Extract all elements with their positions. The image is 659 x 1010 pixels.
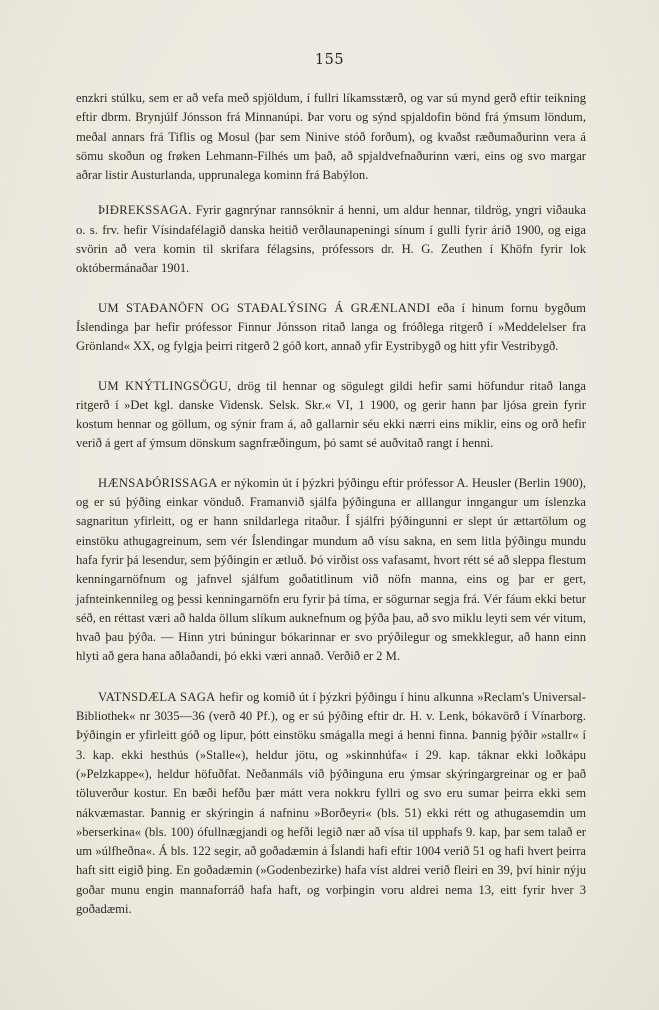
body-text bbox=[76, 89, 586, 919]
paragraph-vatnsdaela-text: hefir og komið út í þýzkri þýðingu í hinu alkunna »Reclam's Universal-Bibliothek« nr 3035—36 (verð 40 Pf.), og er sú þýðing eftir dr. H. v. Lenk, bókavörð í Vínarborg. Þýðingin er yfirleitt góð og lipur, þótt einstöku smágalla megi á henni finna. Þannig þýðir »stallr« í 3. kap. ekki hesthús (»Stalle«), heldur jötu, og »skinnhúfa« í 29. kap. táknar ekki loðkápu (»Pelzkappe«), heldur höfuðfat. Neðanmáls við þýðinguna eru ýmsar skýringargreinar og er það töluverður kostur. En bæði hefðu þær mátt vera nokkru fyllri og svo eru sumar þeirra ekki sem nákvæmastar. Þannig er skýringin á nafninu »Borðeyri« (bls. 51) ekki rétt og athugasemdin um »berserkina« (bls. 100) ófullnægjandi og hefði legið nær að vísa til upphafs 9. kap, þar sem talað er um »úlfheðna«. Á bls. 122 segir, að goðadæmin á Íslandi hafi eftir 1004 verið 51 og hafi hvert þeirra haft sitt eigið þing. En goðadæmin (»Godenbezirke) hafa víst aldrei verið fleiri en 39, því hinir nýju goðar munu engin mannaforráð hafa haft, og vorþingin voru aldrei nema 13, eitt fyrir hver 3 goðadæmi. bbox=[76, 689, 586, 916]
paragraph-knytlingsaga bbox=[76, 377, 586, 454]
paragraph-knytlingsaga-text: drög til hennar og sögulegt gildi hefir sami höfundur ritað langa ritgerð í »Det kgl. danske Vidensk. Selsk. Skr.« VI, 1 1900, og gerir hann þar ljósa grein fyrir kostum hennar og göllum, og sýnir fram á, að gallarnir séu ekki nærri eins miklir, eins og orð hefir verið á gert af ýmsum dönskum sagnfræðingum, þó samt sé auðvitað rangt í henni. bbox=[76, 378, 586, 451]
section-heading-thidrekssaga: ÞIÐREKSSAGA. bbox=[98, 203, 192, 218]
paragraph-greenland bbox=[76, 299, 586, 357]
paragraph-haensathorissaga-text: er nýkomin út í þýzkri þýðingu eftir prófessor A. Heusler (Berlin 1900), og er sú þýðing einkar vönduð. Framanvið sjálfa þýðinguna er alllangur inngangur um íslenzka sagnaritun yfirleitt, og er hann snildarlega ritaður. Í sjálfri þýðingunni er slept úr ættartölum og einstöku athugagreinum, sem vér Íslendingar mundum að vísu sakna, en sem litla þýðingu mundu hafa fyrir þá lesendur, sem þýðingin er ætluð. Þó virðist oss vafasamt, hvort rétt sé að sleppa flestum kenningarnöfnum og jafnvel sjálfum goðatitlinum við nöfn manna, eins og þar er gert, jafnteinkennileg og þessi kenningarnöfn eru fyrir þá tíma, er sögurnar segja frá. Vér fáum ekki betur séð, en réttast væri að halda öllum slíkum auknefnum og þýða þau, að svo miklu leyti sem vér vitum, hvað þau þýða. — Hinn ytri búningur bókarinnar er svo prýðilegur og smekklegur, að hann einn hlyti að gera hana aðlaðandi, þó ekki væri annað. Verðið er 2 M. bbox=[76, 475, 586, 664]
section-heading-haensathorissaga: HÆNSAÞÓRISSAGA bbox=[98, 475, 218, 490]
paragraph-haensathorissaga bbox=[76, 474, 586, 667]
paragraph-weaving: enzkri stúlku, sem er að vefa með spjöldum, í fullri líkamsstærð, og var sú mynd gerð eftir teikning eftir dbrm. Brynjúlf Jónsson frá Minnanúpi. Þar voru og sýnd spjaldofin bönd frá ýmsum löndum, meðal annars frá Tiflis og Mosul (þar sem Ninive stóð forðum), og kvaðst ræðumaðurinn vera á sömu skoðun og frøken Lehmann-Filhés um það, að spjaldvefnaðurinn væri, eins og svo margar aðrar listir Austurlanda, upprunalega kominn frá Babýlon. bbox=[76, 91, 586, 183]
section-heading-greenland: UM STAÐANÖFN OG STAÐALÝSING Á GRÆNLANDI bbox=[98, 300, 431, 315]
paragraph-thidrekssaga-text: Fyrir gagnrýnar rannsóknir á henni, um aldur hennar, tildrög, yngri viðauka o. s. frv. hefir Vísindafélagið danska heitið verðlaunapeningi sínum í gulli fyrir árið 1900, og eiga svörin að vera komin til skrifara félagsins, prófessors dr. H. G. Zeuthen í Khöfn fyrir lok októbermánaðar 1901. bbox=[76, 203, 587, 276]
section-heading-vatnsdaela: VATNSDÆLA SAGA bbox=[98, 689, 216, 704]
paragraph-vatnsdaela bbox=[76, 688, 586, 920]
paragraph-thidrekssaga bbox=[76, 201, 586, 278]
section-heading-knytlingsaga: UM KNÝTLINGSÖGU, bbox=[98, 378, 232, 393]
paragraph-greenland-text: eða í hinum fornu bygðum Íslendinga þar hefir prófessor Finnur Jónsson ritað langa og fróðlega ritgerð í »Meddelelser fra Grönland« XX, og fylgja þeirri ritgerð 2 góð kort, annað yfir Eystribygð og hitt yfir Vestribygð. bbox=[76, 300, 586, 354]
page-number: 155 bbox=[314, 52, 345, 68]
